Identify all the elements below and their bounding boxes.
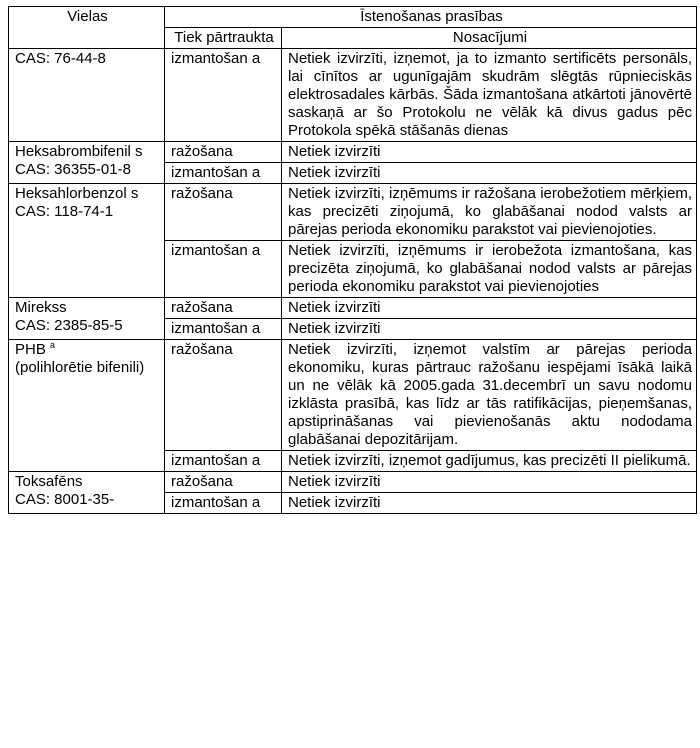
substance-name	[15, 185, 160, 203]
substance-name	[15, 143, 160, 161]
substance-text: Heksahlorbenzol s	[15, 185, 139, 202]
substance-cell	[9, 49, 165, 142]
activity-cell: ražošana	[165, 184, 282, 241]
substances-header: Vielas	[9, 7, 165, 49]
requirements-table	[8, 6, 697, 514]
substance-text: PHB	[15, 341, 46, 358]
substance-cell	[9, 340, 165, 472]
condition-cell: Netiek izvirzīti, izņemot valstīm ar pārejas perioda ekonomiku, kuras pārtrauc ražošanu iespējami īsākā laikā un ne vēlāk kā 2005.gada 31.decembrī un savu nodomu izklāsta prasībā, kas līdz ar tās ratifikācijas, pieņemšanas, apstiprināšanas vai pievienošanās aktu nododama glabāšanai depozitārijam.	[282, 340, 697, 451]
activity-cell: ražošana	[165, 298, 282, 319]
condition-cell: Netiek izvirzīti	[282, 319, 697, 340]
activity-cell: izmantošan a	[165, 241, 282, 298]
activity-cell: izmantošan a	[165, 493, 282, 514]
substance-text: CAS: 2385-85-5	[15, 317, 123, 334]
table-row	[9, 49, 697, 142]
substance-text: Toksafēns	[15, 473, 83, 490]
substance-text: CAS: 118-74-1	[15, 203, 114, 220]
activity-cell: izmantošan a	[165, 163, 282, 184]
condition-cell: Netiek izvirzīti	[282, 298, 697, 319]
table-row	[9, 340, 697, 451]
activity-cell: ražošana	[165, 472, 282, 493]
requirements-group-header: Īstenošanas prasības	[165, 7, 697, 28]
activity-cell: ražošana	[165, 340, 282, 451]
condition-cell: Netiek izvirzīti, izņemot gadījumus, kas precizēti II pielikumā.	[282, 451, 697, 472]
substance-text: (polihlorētie bifenili)	[15, 359, 145, 376]
table-body	[9, 49, 697, 514]
substance-detail	[15, 359, 160, 377]
substance-name	[15, 299, 160, 317]
substance-detail	[15, 317, 160, 335]
substance-text: CAS: 36355-01-8	[15, 161, 131, 178]
condition-cell: Netiek izvirzīti, izņēmums ir ierobežota izmantošana, kas precizēta ziņojumā, ko glabāšanai nodod valsts ar pārejas perioda ekonomiku parakstot vai pievienojoties	[282, 241, 697, 298]
substance-detail	[15, 491, 160, 509]
conditions-header: Nosacījumi	[282, 28, 697, 49]
table-row	[9, 142, 697, 163]
substance-cell	[9, 472, 165, 514]
activity-cell: izmantošan a	[165, 451, 282, 472]
activity-cell: ražošana	[165, 142, 282, 163]
substance-cell	[9, 184, 165, 298]
condition-cell: Netiek izvirzīti, izņemot, ja to izmanto sertificēts personāls, lai cīnītos ar ugunīgajām skudrām slēgtās rūpnieciskās elektrosadales kārbās. Šāda izmantošana atkārtoti jānovērtē saskaņā ar šo Protokolu ne vēlāk kā divus gadus pēc Protokola spēkā stāšanās dienas	[282, 49, 697, 142]
discontinued-header: Tiek pārtraukta	[165, 28, 282, 49]
substance-name	[15, 473, 160, 491]
substance-name	[15, 50, 160, 68]
table-row	[9, 298, 697, 319]
substance-detail	[15, 203, 160, 221]
substance-name	[15, 341, 160, 359]
substance-text: Mirekss	[15, 299, 67, 316]
table-row	[9, 184, 697, 241]
substance-text: CAS: 8001-35-	[15, 491, 115, 508]
substance-text: Heksabrombifenil s	[15, 143, 143, 160]
table-row	[9, 472, 697, 493]
condition-cell: Netiek izvirzīti	[282, 142, 697, 163]
substance-text: CAS: 76-44-8	[15, 50, 106, 67]
activity-cell: izmantošan a	[165, 319, 282, 340]
footnote-mark: a	[50, 340, 56, 350]
activity-cell: izmantošan a	[165, 49, 282, 142]
condition-cell: Netiek izvirzīti, izņēmums ir ražošana ierobežotiem mērķiem, kas precizēti ziņojumā, ko glabāšanai nodod valsts ar pārejas perioda ekonomiku parakstot vai pievienojoties.	[282, 184, 697, 241]
condition-cell: Netiek izvirzīti	[282, 493, 697, 514]
substance-cell	[9, 142, 165, 184]
condition-cell: Netiek izvirzīti	[282, 472, 697, 493]
condition-cell: Netiek izvirzīti	[282, 163, 697, 184]
substance-cell	[9, 298, 165, 340]
substance-detail	[15, 161, 160, 179]
